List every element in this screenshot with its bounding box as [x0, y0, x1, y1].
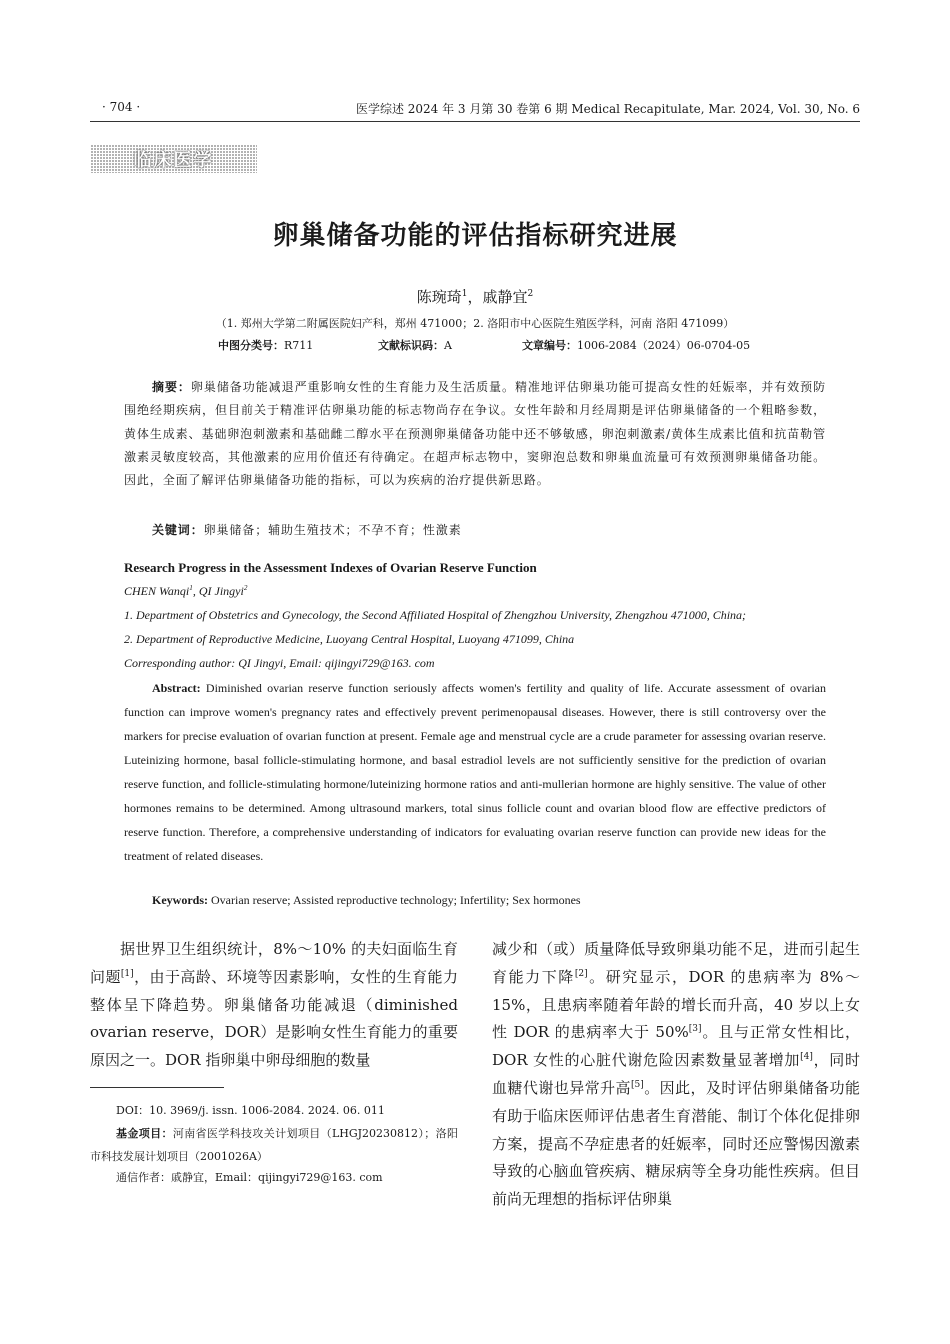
footnote-corresponding: 通信作者：戚静宜，Email：qijingyi729@163. com — [116, 1171, 383, 1184]
footnote-doi: DOI：10. 3969/j. issn. 1006-2084. 2024. 06. 011 — [116, 1104, 385, 1117]
english-title: Research Progress in the Assessment Indexes of Ovarian Reserve Function — [124, 560, 537, 575]
abstract-cn-text: 卵巢储备功能减退严重影响女性的生育能力及生活质量。精准地评估卵巢功能可提高女性的妊娠率，并有效预防围绝经期疾病，但目前关于精准评估卵巢功能的标志物尚存在争议。女性年龄和月经周期是评估卵巢储备的一个粗略参数，黄体生成素、基础卵泡刺激素和基础雌二醇水平在预测卵巢储备功能中还不够敏感，卵泡刺激素/黄体生成素比值和抗苗勒管激素灵敏度较高，其他激素的应用价值还有待确定。在超声标志物中，窦卵泡总数和卵巢血流量可有效预测卵巢储备功能。因此，全面了解评估卵巢储备功能的指标，可以为疾病的治疗提供新思路。 — [124, 380, 826, 488]
english-abstract-label: Abstract: — [152, 681, 201, 695]
en-author-1-sup: 1 — [189, 584, 193, 592]
en-author-2: , QI Jingyi — [192, 584, 244, 598]
english-affil-1: 1. Department of Obstetrics and Gynecology, the Second Affiliated Hospital of Zhengzhou University, Zhengzhou 471000, China; — [124, 608, 747, 622]
art-label: 文章编号： — [522, 339, 577, 352]
journal-info: 医学综述 2024 年 3 月第 30 卷第 6 期 Medical Recapitulate, Mar. 2024, Vol. 30, No. 6 — [355, 102, 860, 116]
art-value: 1006-2084（2024）06-0704-05 — [577, 339, 751, 352]
body-left-p2: ，由于高龄、环境等因素影响，女性的生育能力整体呈下降趋势。卵巢储备功能减退（diminished ovarian reserve，DOR）是影响女性生育能力的重要原因之一。DOR 指卵巢中卵母细胞的数量 — [90, 967, 458, 1070]
body-right-p2: 。研究显示，DOR 的患病率为 8%～15%，且患病率随着年龄的增长而升高，40 岁以上女性 DOR 的患病率大于 50% — [492, 967, 860, 1042]
ref-1: [1] — [120, 968, 134, 979]
english-keywords-text: Ovarian reserve; Assisted reproductive technology; Infertility; Sex hormones — [211, 893, 581, 907]
section-banner — [90, 144, 257, 173]
english-abstract — [124, 676, 826, 868]
keywords-cn-text: 卵巢储备；辅助生殖技术；不孕不育；性激素 — [203, 523, 462, 537]
author-1: 陈琬琦 — [416, 288, 462, 306]
english-keywords — [124, 888, 826, 912]
body-right-p5: 。因此，及时评估卵巢储备功能有助于临床医师评估患者生育潜能、制订个体化促排卵方案，提高不孕症患者的妊娠率，同时还应警惕因激素导致的心脑血管疾病、糖尿病等全身功能性疾病。但目前尚无理想的指标评估卵巢 — [492, 1078, 860, 1209]
body-right-column — [492, 936, 860, 1214]
affiliation-cn: （1. 郑州大学第二附属医院妇产科，郑州 471000；2. 洛阳市中心医院生殖医学科，河南 洛阳 471099） — [215, 317, 735, 330]
en-author-2-sup: 2 — [243, 584, 248, 592]
ref-3: [3] — [688, 1024, 702, 1035]
clc-value: R711 — [284, 339, 314, 352]
body-left-p1: 据世界卫生组织统计，8%～10% 的夫妇面临生育问题 — [90, 940, 458, 986]
doc-code — [378, 337, 452, 353]
footnote-fund — [90, 1123, 458, 1168]
author-2-sup: 2 — [527, 289, 534, 299]
clc-number — [218, 337, 313, 353]
ref-5: [5] — [631, 1079, 644, 1090]
english-keywords-label: Keywords: — [152, 893, 208, 907]
abstract-cn — [124, 376, 826, 492]
body-right-p1: 减少和（或）质量降低导致卵巢功能不足，进而引起生育能力下降 — [492, 940, 860, 986]
doc-label: 文献标识码： — [378, 339, 444, 352]
body-right-p3: 。且与正常女性相比，DOR 女性的心脏代谢危险因素数量显著增加 — [492, 1023, 860, 1070]
en-author-1: CHEN Wanqi — [124, 584, 190, 598]
section-banner-label: 临床医学 — [133, 150, 214, 171]
ref-4: [4] — [800, 1052, 813, 1063]
fund-text: 河南省医学科技攻关计划项目（LHGJ20230812）；洛阳市科技发展计划项目（2001026A） — [90, 1127, 458, 1163]
header-rule — [90, 121, 860, 122]
clc-label: 中图分类号： — [218, 339, 284, 352]
page-number: · 704 · — [102, 100, 141, 114]
english-abstract-text: Diminished ovarian reserve function seriously affects women's fertility and quality of life. Accurate assessment of ovarian function can improve women's pregnancy rates and effectively prevent perimenopausal diseases. However, there is still controversy over the markers for precise evaluation of ovarian function at present. Female age and menstrual cycle are a crude parameter for assessing ovarian reserve. Luteinizing hormone, basal follicle-stimulating hormone, and basal estradiol levels are not sufficiently sensitive for the prediction of ovarian reserve function, and follicle-stimulating hormone/luteinizing hormone ratios and anti-mullerian hormone are highly sensitive. The value of other hormones remains to be determined. Among ultrasound markers, total sinus follicle count and ovarian blood flow are effective predictors of reserve function. Therefore, a comprehensive understanding of indicators for evaluating ovarian reserve function can provide new ideas for the treatment of related diseases. — [124, 681, 826, 863]
article-number — [522, 337, 750, 353]
footnote-rule — [90, 1087, 224, 1088]
fund-label: 基金项目： — [116, 1127, 173, 1140]
author-1-sup: 1 — [461, 289, 468, 299]
article-title: 卵巢储备功能的评估指标研究进展 — [272, 221, 678, 251]
abstract-cn-label: 摘要： — [152, 380, 191, 394]
body-right-p4: ，同时血糖代谢也异常升高 — [492, 1051, 860, 1097]
english-corresponding: Corresponding author: QI Jingyi, Email: qijingyi729@163. com — [124, 656, 435, 670]
doc-value: A — [444, 339, 452, 352]
keywords-cn-label: 关键词： — [152, 523, 204, 537]
author-2: ，戚静宜 — [467, 288, 528, 306]
keywords-cn — [124, 519, 826, 542]
authors-cn — [0, 286, 950, 307]
ref-2: [2] — [574, 968, 588, 979]
english-affil-2: 2. Department of Reproductive Medicine, Luoyang Central Hospital, Luoyang 471099, China — [124, 632, 575, 646]
body-left-column — [90, 936, 458, 1075]
english-authors — [124, 584, 247, 599]
